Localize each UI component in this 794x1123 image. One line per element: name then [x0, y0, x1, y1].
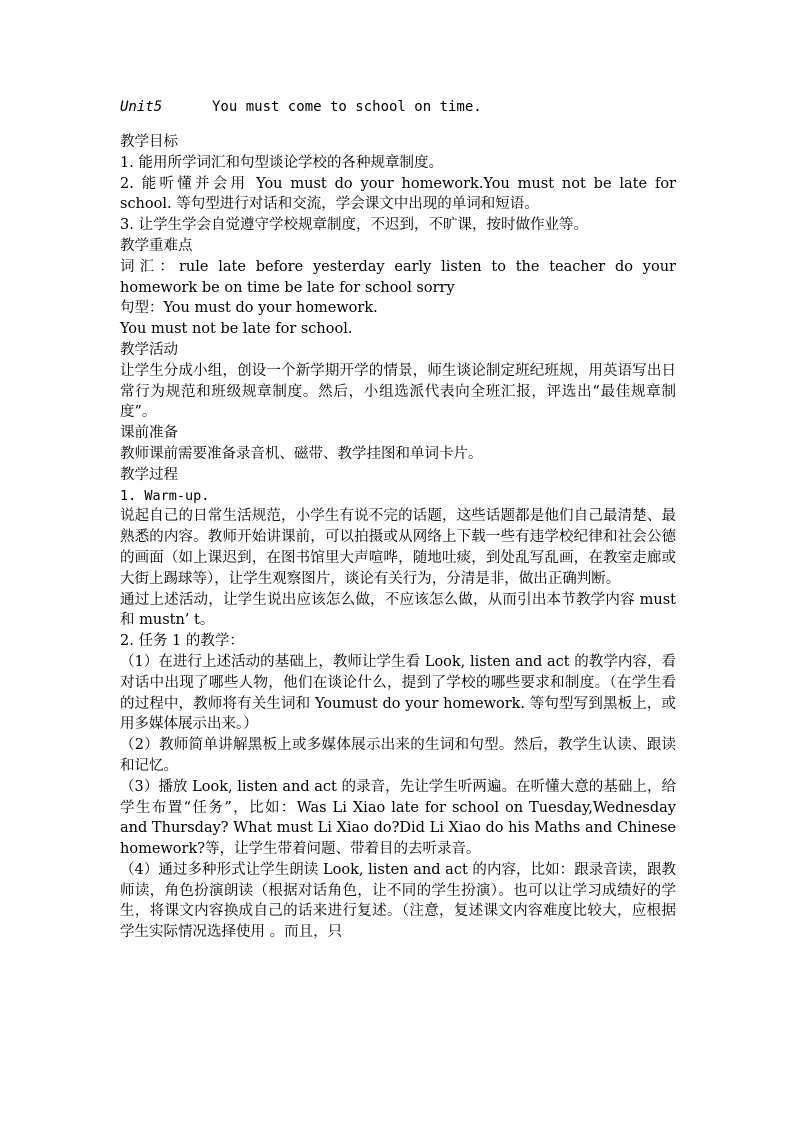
unit-number: Unit5 — [120, 99, 163, 115]
step-2-paragraph-2: （2）教师简单讲解黑板上或多媒体展示出来的生词和句型。然后，教学生认读、跟读和记忆。 — [120, 737, 676, 774]
step-2-title: 2. 任务 1 的教学： — [120, 633, 244, 650]
preparation-text: 教师课前需要准备录音机、磁带、教学挂图和单词卡片。 — [120, 445, 483, 462]
step-2-paragraph-1: （1）在进行上述活动的基础上，教师让学生看 Look, listen and act 的教学内容，看对话中出现了哪些人物，他们在谈论什么，提到了学校的哪些要求和制度。（在学生看的过程中，教师将有关生词和 Youmust do your homework. 等句型写到黑板上，或用多媒体展示出来。） — [120, 653, 676, 733]
activities-heading: 教学活动 — [120, 341, 178, 358]
unit-title — [120, 94, 676, 120]
preparation-heading: 课前准备 — [120, 425, 178, 442]
step-1-text-1: 说起自己的日常生活规范，小学生有说不完的话题，这些话题都是他们自己最清楚、最熟悉的内容。教师开始讲课前，可以拍摄或从网络上下载一些有违学校纪律和社会公德的画面（如上课迟到，在图书馆里大声喧哗，随地吐痰，到处乱写乱画，在教室走廊或大街上踢球等），让学生观察图片，谈论有关行为，分清是非，做出正确判断。 — [120, 508, 676, 587]
vocabulary-line: 词汇：rule late before yesterday early listen to the teacher do your homework be on time be late for school sorry — [120, 258, 676, 296]
sentence-pattern-line-1: 句型：You must do your homework. — [120, 300, 378, 317]
step-2-paragraph-3: （3）播放 Look, listen and act 的录音，先让学生听两遍。在听懂大意的基础上，给学生布置“任务”，比如：Was Li Xiao late for school on Tuesday,Wednesday and Thursday? What must Li Xiao do?Did Li Xiao do his Maths and Chinese homework?等，让学生带着问题、带着目的去听录音。 — [120, 778, 676, 858]
lesson-title: You must come to school on time. — [212, 99, 482, 115]
document-body — [120, 94, 676, 943]
process-heading: 教学过程 — [120, 466, 178, 483]
goal-item-1: 1. 能用所学词汇和句型谈论学校的各种规章制度。 — [120, 154, 443, 171]
goal-item-3: 3. 让学生学会自觉遵守学校规章制度，不迟到，不旷课，按时做作业等。 — [120, 217, 588, 234]
step-1-title: 1. Warm-up. — [120, 487, 210, 504]
step-2-paragraph-4: （4）通过多种形式让学生朗读 Look, listen and act 的内容，比如：跟录音读，跟教师读，角色扮演朗读（根据对话角色，让不同的学生扮演）。也可以让学习成绩好的学生，将课文内容换成自己的话来进行复述。（注意，复述课文内容难度比较大，应根据学生实际情况选择使用 。而且，只 — [120, 861, 676, 941]
goal-item-2: 2. 能听懂并会用 You must do your homework.You must not be late for school. 等句型进行对话和交流，学会课文中出现的单词和短语。 — [120, 175, 676, 213]
step-1-text-2: 通过上述活动，让学生说出应该怎么做，不应该怎么做，从而引出本节教学内容 must 和 mustn’ t。 — [120, 591, 676, 629]
key-points-heading: 教学重难点 — [120, 237, 193, 254]
activities-text: 让学生分成小组，创设一个新学期开学的情景，师生谈论制定班纪班规，用英语写出日常行为规范和班级规章制度。然后，小组选派代表向全班汇报，评选出“最佳规章制度”。 — [120, 362, 676, 421]
sentence-pattern-line-2: You must not be late for school. — [120, 321, 353, 338]
goals-heading: 教学目标 — [120, 134, 178, 150]
